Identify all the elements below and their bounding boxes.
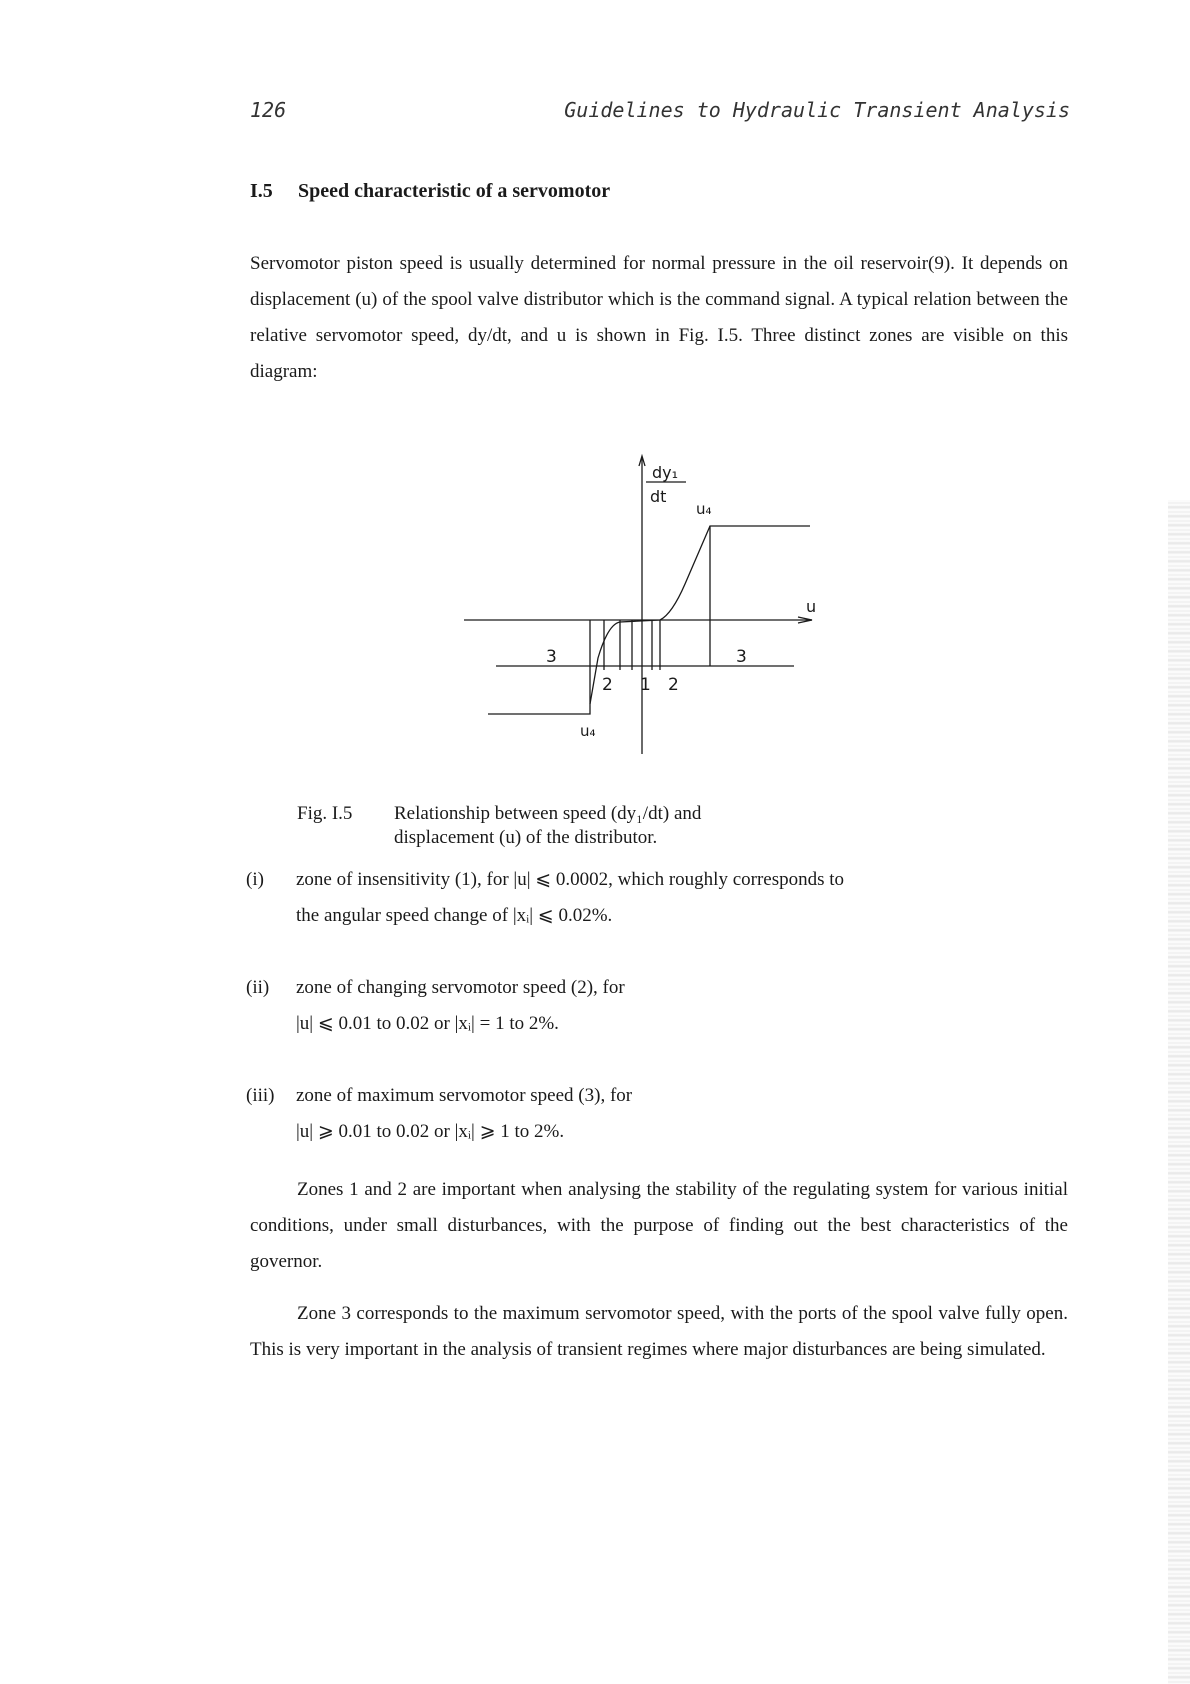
list-item-line: |u| ⩽ 0.01 to 0.02 or |xᵢ| = 1 to 2%. xyxy=(296,1013,559,1034)
u-axis-label: u xyxy=(806,597,817,616)
zone-3-paragraph: Zone 3 corresponds to the maximum servomotor speed, with the ports of the spool valve fully open. This is very important in the analysis of transient regimes where major disturbances are being simulated. xyxy=(250,1303,1068,1360)
list-item-line: zone of changing servomotor speed (2), for xyxy=(296,977,625,998)
u4-lower-label: u₄ xyxy=(580,722,596,740)
speed-characteristic-figure xyxy=(460,452,840,762)
zone-1-label: 1 xyxy=(640,675,651,695)
zones-1-2-paragraph: Zones 1 and 2 are important when analysing the stability of the regulating system for various initial conditions, under small disturbances, with the purpose of finding out the best characteristics of the governor. xyxy=(250,1179,1068,1272)
list-item-line: |u| ⩾ 0.01 to 0.02 or |xᵢ| ⩾ 1 to 2%. xyxy=(296,1121,565,1142)
list-marker: (iii) xyxy=(246,1085,275,1106)
zone-2-left-label: 2 xyxy=(602,675,613,695)
list-marker: (ii) xyxy=(246,977,270,998)
running-title: Guidelines to Hydraulic Transient Analysis xyxy=(564,98,1070,122)
zone-2-right-label: 2 xyxy=(668,675,679,695)
list-item-line: the angular speed change of |xᵢ| ⩽ 0.02%. xyxy=(296,905,613,926)
list-item-line: zone of maximum servomotor speed (3), for xyxy=(296,1085,633,1106)
page-number: 126 xyxy=(250,98,287,122)
u4-upper-label: u₄ xyxy=(696,500,712,518)
zone-3-left-label: 3 xyxy=(546,647,557,667)
section-number: I.5 xyxy=(250,180,273,202)
zone-3-right-label: 3 xyxy=(736,647,747,667)
caption-line-1: Relationship between speed (dy₁/dt) and xyxy=(394,803,702,824)
dy-label: dy₁ xyxy=(652,463,679,482)
list-marker: (i) xyxy=(246,869,264,890)
list-item-line: zone of insensitivity (1), for |u| ⩽ 0.0002, which roughly corresponds to xyxy=(296,869,845,890)
scan-edge-shading xyxy=(1168,500,1190,1684)
caption-label: Fig. I.5 xyxy=(297,803,353,824)
section-title: Speed characteristic of a servomotor xyxy=(298,180,611,202)
dt-label: dt xyxy=(650,487,667,506)
intro-paragraph: Servomotor piston speed is usually determined for normal pressure in the oil reservoir(9). It depends on displacement (u) of the spool valve distributor which is the command signal. A typical relation between the relative servomotor speed, dy/dt, and u is shown in Fig. I.5. Three distinct zones are visible on this diagram: xyxy=(250,253,1068,382)
running-header xyxy=(250,98,1070,124)
figure-caption xyxy=(297,802,701,850)
section-heading xyxy=(250,180,610,203)
caption-line-2: displacement (u) of the distributor. xyxy=(394,827,658,848)
